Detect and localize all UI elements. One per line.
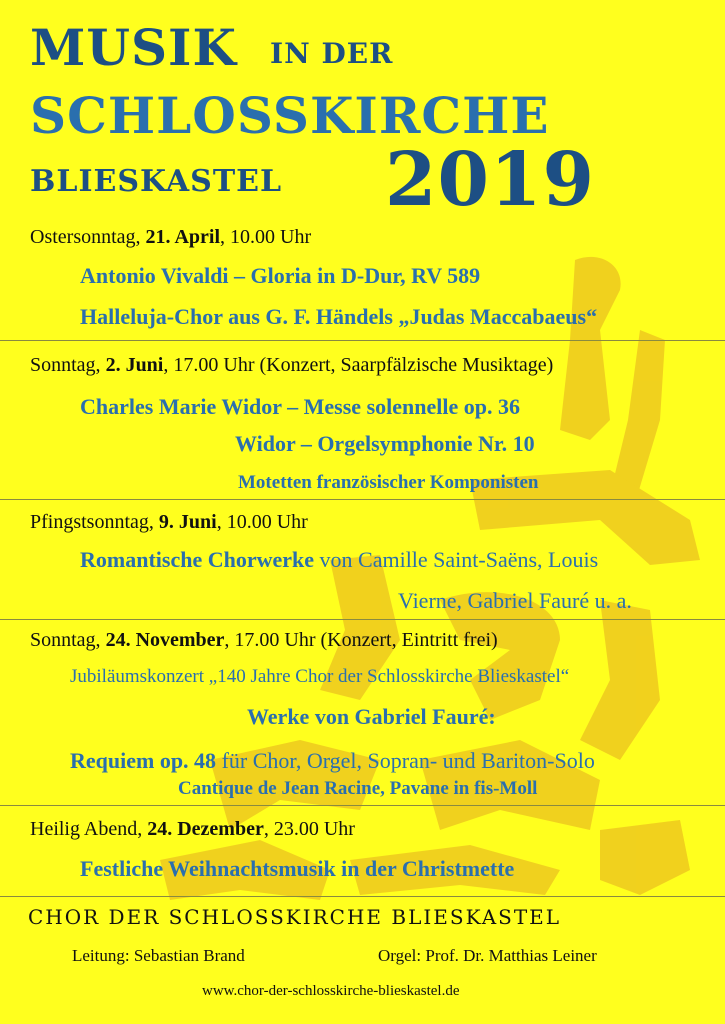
event-1-date-line [30,224,311,250]
event-2-day: Sonntag, [30,354,106,376]
event-4-line-2: Werke von Gabriel Fauré: [247,704,496,729]
event-2-line-2: Widor – Orgelsymphonie Nr. 10 [235,431,535,456]
event-3-date: 9. Juni [158,511,217,533]
event-4-date-line [30,627,498,653]
title-in-der: IN DER [270,37,394,70]
divider-5 [0,896,725,897]
footer-orgel: Orgel: Prof. Dr. Matthias Leiner [378,946,597,965]
event-4-time: , 17.00 Uhr (Konzert, Eintritt frei) [224,629,498,651]
event-3-line-1 [80,546,598,574]
event-3-line-2: Vierne, Gabriel Fauré u. a. [398,588,632,613]
event-3-time: , 10.00 Uhr [216,511,308,533]
event-4-day: Sonntag, [30,629,106,651]
divider-3 [0,619,725,620]
event-2-line-1: Charles Marie Widor – Messe solennelle op. 36 [80,394,520,419]
divider-4 [0,805,725,806]
divider-2 [0,499,725,500]
event-4-line-1: Jubiläumskonzert „140 Jahre Chor der Schlosskirche Blieskastel“ [70,666,570,687]
event-3-highlight: Romantische Chorwerke [80,547,315,572]
event-3-composers: von Camille Saint-Saëns, Louis [314,547,599,572]
event-1-line-2: Halleluja-Chor aus G. F. Händels „Judas Maccabaeus“ [80,304,598,329]
event-4-requiem-details: für Chor, Orgel, Sopran- und Bariton-Solo [216,748,595,773]
event-2-date: 2. Juni [105,354,164,376]
event-1-time: , 10.00 Uhr [220,226,312,248]
title-year: 2019 [385,137,595,223]
event-4-line-3 [70,747,595,775]
event-3-day: Pfingstsonntag, [30,511,159,533]
event-2-line-3: Motetten französischer Komponisten [238,472,539,493]
event-2-date-line [30,352,553,378]
event-1-date: 21. April [145,226,220,248]
event-5-date: 24. Dezember [147,818,264,840]
event-3-date-line [30,509,308,535]
title-schlosskirche: SCHLOSSKIRCHE [30,86,550,145]
event-5-line-1: Festliche Weihnachtsmusik in der Christmette [80,856,515,881]
event-5-date-line [30,816,355,842]
footer-leitung: Leitung: Sebastian Brand [72,946,245,965]
footer-website-link[interactable]: www.chor-der-schlosskirche-blieskastel.de [202,983,460,999]
footer-choir-name: CHOR DER SCHLOSSKIRCHE BLIESKASTEL [28,905,562,929]
title-blieskastel: BLIESKASTEL [30,164,283,199]
title-musik: MUSIK [30,18,237,77]
event-5-time: , 23.00 Uhr [263,818,355,840]
event-1-day: Ostersonntag, [30,226,146,248]
event-5-day: Heilig Abend, [30,818,148,840]
event-4-date: 24. November [105,629,225,651]
divider-1 [0,340,725,341]
event-4-line-4: Cantique de Jean Racine, Pavane in fis-Moll [178,778,538,799]
event-2-time: , 17.00 Uhr (Konzert, Saarpfälzische Musiktage) [163,354,554,376]
event-4-requiem: Requiem op. 48 [70,748,217,773]
event-1-line-1: Antonio Vivaldi – Gloria in D-Dur, RV 589 [80,263,481,288]
